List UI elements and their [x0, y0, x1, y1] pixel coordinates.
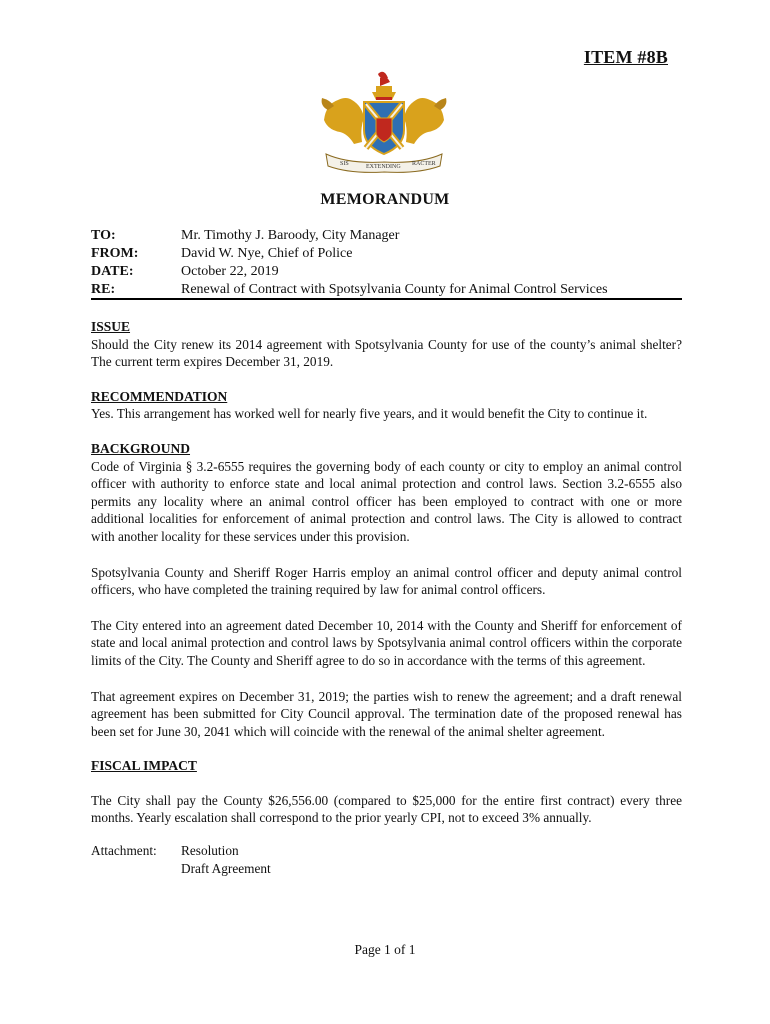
attachment-item: Resolution: [181, 843, 239, 859]
header-to-row: [91, 227, 682, 245]
issue-heading: ISSUE: [91, 319, 131, 334]
memo-header: [91, 227, 682, 299]
header-date-row: [91, 263, 682, 281]
header-re-value: Renewal of Contract with Spotsylvania County for Animal Control Services: [181, 282, 608, 297]
header-from-label: FROM:: [91, 246, 139, 261]
item-number: ITEM #8B: [583, 47, 668, 67]
header-from-row: [91, 245, 682, 263]
background-paragraph: Code of Virginia § 3.2-6555 requires the governing body of each county or city to employ an animal control officer with authority to enforce state and local animal protection and control laws. Section 3.2-6555 also permits any locality where an animal control officer has been employed to contract with one or more additional localities for enforcement of animal protection and control laws. The City is allowed to contract with another locality for these services under this provision.: [91, 458, 682, 544]
header-to-value: Mr. Timothy J. Baroody, City Manager: [181, 228, 400, 243]
memo-title: MEMORANDUM: [320, 191, 450, 208]
svg-text:SIS: SIS: [340, 161, 349, 167]
background-paragraph: The City entered into an agreement dated December 10, 2014 with the County and Sheriff for enforcement of state and local animal protection and control laws by Spotsylvania animal control officers within the corporate limits of the City. The County and Sheriff agree to do so in accordance with the terms of this agreement.: [91, 617, 682, 668]
city-seal-logo: [318, 70, 450, 174]
attachment-item: Draft Agreement: [181, 860, 271, 876]
recommendation-text: Yes. This arrangement has worked well for nearly five years, and it would benefit the City to continue it.: [91, 406, 648, 422]
fiscal-impact-text: The City shall pay the County $26,556.00 (compared to $25,000 for the entire first contract) every three months. Yearly escalation shall correspond to the prior yearly CPI, not to exceed 3% annually.: [91, 792, 682, 826]
recommendation-heading: RECOMMENDATION: [91, 388, 228, 404]
svg-text:EXTENDING: EXTENDING: [366, 164, 401, 170]
header-from-value: David W. Nye, Chief of Police: [181, 246, 353, 261]
background-paragraph: That agreement expires on December 31, 2019; the parties wish to renew the agreement; and a draft renewal agreement has been submitted for City Council approval. The termination date of the proposed renewal has been set for June 30, 2041 which will coincide with the renewal of the animal shelter agreement.: [91, 688, 682, 739]
header-date-value: October 22, 2019: [181, 264, 279, 279]
page-number: Page 1 of 1: [354, 942, 416, 957]
header-re-label: RE:: [91, 282, 116, 297]
svg-text:RACTER: RACTER: [412, 161, 436, 167]
memo-body: [91, 318, 682, 877]
issue-text: Should the City renew its 2014 agreement with Spotsylvania County for use of the county’s animal shelter? The current term expires December 31, 2019.: [91, 336, 682, 370]
background-paragraph: Spotsylvania County and Sheriff Roger Harris employ an animal control officer and deputy animal control officers, who have completed the training required by law for animal control officers.: [91, 564, 682, 598]
attachment-label: Attachment:: [91, 843, 157, 859]
header-re-row: [91, 281, 682, 299]
header-divider: [91, 298, 682, 300]
fiscal-impact-heading: FISCAL IMPACT: [91, 758, 197, 774]
attachment-list: [181, 842, 271, 877]
header-to-label: TO:: [91, 228, 116, 243]
attachments: [91, 842, 682, 877]
background-heading: BACKGROUND: [91, 440, 191, 456]
header-date-label: DATE:: [91, 264, 134, 279]
